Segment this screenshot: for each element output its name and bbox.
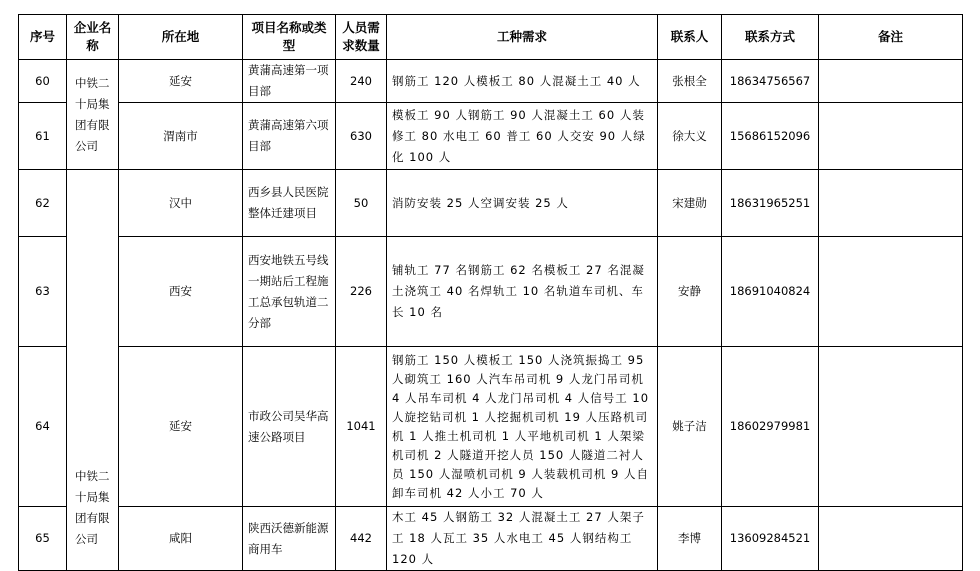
company-cell: 中铁二十局集团有限公司 (67, 170, 119, 571)
remark-cell (819, 237, 963, 347)
jobs-cell: 钢筋工 120 人模板工 80 人混凝土工 40 人 (387, 60, 658, 103)
header-row (19, 15, 963, 60)
header-phone: 联系方式 (722, 15, 819, 60)
count-cell: 240 (336, 60, 387, 103)
location-cell: 延安 (119, 60, 243, 103)
phone-cell: 15686152096 (722, 103, 819, 170)
location-cell: 西安 (119, 237, 243, 347)
table-row (19, 170, 963, 237)
jobs-cell: 铺轨工 77 名钢筋工 62 名模板工 27 名混凝土浇筑工 40 名焊轨工 10 名轨道车司机、车长 10 名 (387, 237, 658, 347)
seq-cell: 64 (19, 347, 67, 507)
project-cell: 黄蒲高速第六项目部 (243, 103, 336, 170)
table-row (19, 507, 963, 571)
jobs-cell: 木工 45 人钢筋工 32 人混凝土工 27 人架子工 18 人瓦工 35 人水电工 45 人钢结构工 120 人 (387, 507, 658, 571)
header-seq: 序号 (19, 15, 67, 60)
header-jobs: 工种需求 (387, 15, 658, 60)
remark-cell (819, 507, 963, 571)
table-row (19, 237, 963, 347)
count-cell: 630 (336, 103, 387, 170)
contact-cell: 安静 (658, 237, 722, 347)
table-row (19, 103, 963, 170)
header-location: 所在地 (119, 15, 243, 60)
phone-cell: 13609284521 (722, 507, 819, 571)
header-company: 企业名称 (67, 15, 119, 60)
phone-cell: 18602979981 (722, 347, 819, 507)
remark-cell (819, 103, 963, 170)
location-cell: 咸阳 (119, 507, 243, 571)
count-cell: 1041 (336, 347, 387, 507)
jobs-cell: 模板工 90 人钢筋工 90 人混凝土工 60 人装修工 80 水电工 60 普工 60 人交安 90 人绿化 100 人 (387, 103, 658, 170)
phone-cell: 18691040824 (722, 237, 819, 347)
location-cell: 汉中 (119, 170, 243, 237)
company-cell: 中铁二十局集团有限公司 (67, 60, 119, 170)
count-cell: 50 (336, 170, 387, 237)
remark-cell (819, 60, 963, 103)
seq-cell: 65 (19, 507, 67, 571)
header-contact: 联系人 (658, 15, 722, 60)
remark-cell (819, 347, 963, 507)
project-cell: 陕西沃德新能源商用车 (243, 507, 336, 571)
table-row (19, 60, 963, 103)
header-remark: 备注 (819, 15, 963, 60)
phone-cell: 18634756567 (722, 60, 819, 103)
seq-cell: 61 (19, 103, 67, 170)
contact-cell: 徐大义 (658, 103, 722, 170)
project-cell: 西安地铁五号线一期站后工程施工总承包轨道二分部 (243, 237, 336, 347)
recruitment-table (18, 14, 963, 571)
contact-cell: 姚子洁 (658, 347, 722, 507)
jobs-cell: 钢筋工 150 人模板工 150 人浇筑振捣工 95 人砌筑工 160 人汽车吊司机 9 人龙门吊司机 4 人吊车司机 4 人龙门吊司机 4 人信号工 10 人旋挖钻司机 1 人挖掘机司机 19 人压路机司机 1 人推土机司机 1 人平地机司机 1 人架梁机司机 2 人隧道开挖人员 150 人隧道二衬人员 150 人湿喷机司机 9 人装载机司机 9 人自卸车司机 42 人小工 70 人 (387, 347, 658, 507)
seq-cell: 62 (19, 170, 67, 237)
remark-cell (819, 170, 963, 237)
count-cell: 442 (336, 507, 387, 571)
phone-cell: 18631965251 (722, 170, 819, 237)
location-cell: 延安 (119, 347, 243, 507)
header-count: 人员需求数量 (336, 15, 387, 60)
project-cell: 西乡县人民医院整体迁建项目 (243, 170, 336, 237)
seq-cell: 63 (19, 237, 67, 347)
jobs-cell: 消防安装 25 人空调安装 25 人 (387, 170, 658, 237)
table-row (19, 347, 963, 507)
contact-cell: 李博 (658, 507, 722, 571)
project-cell: 黄蒲高速第一项目部 (243, 60, 336, 103)
project-cell: 市政公司吴华高速公路项目 (243, 347, 336, 507)
header-project: 项目名称或类型 (243, 15, 336, 60)
location-cell: 渭南市 (119, 103, 243, 170)
count-cell: 226 (336, 237, 387, 347)
seq-cell: 60 (19, 60, 67, 103)
contact-cell: 张根全 (658, 60, 722, 103)
contact-cell: 宋建勋 (658, 170, 722, 237)
